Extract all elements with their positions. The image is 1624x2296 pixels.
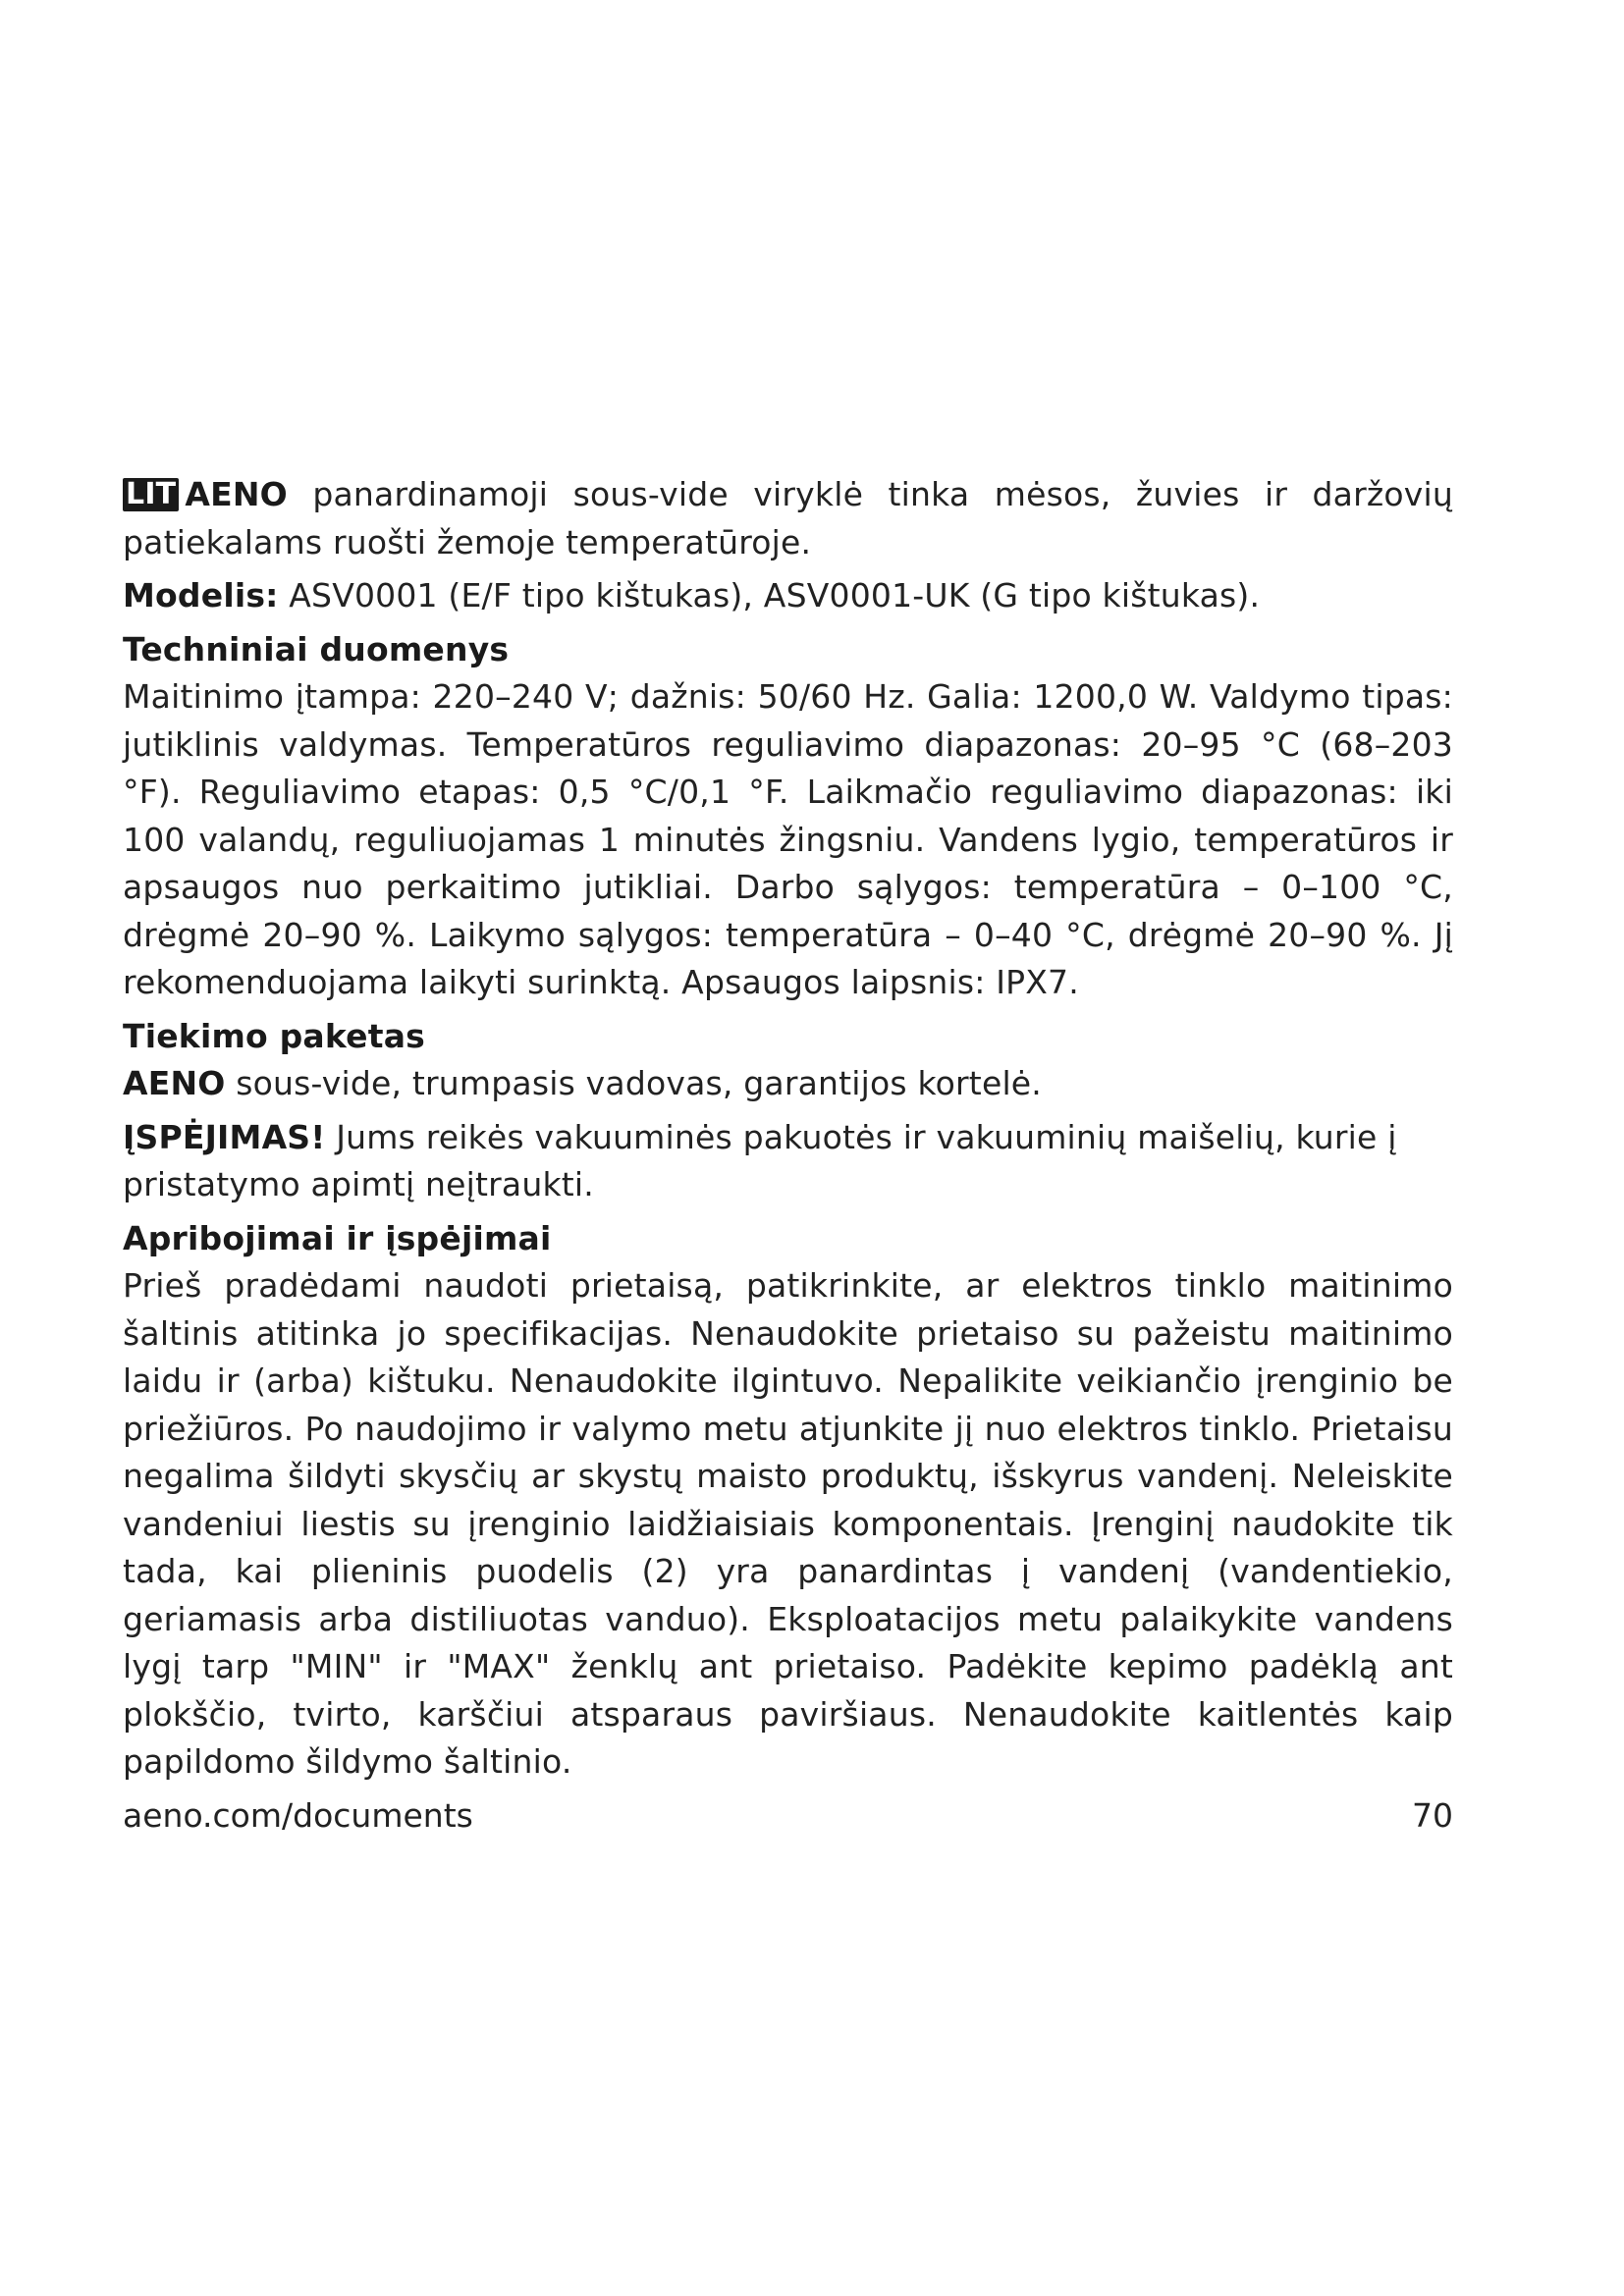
technical-heading: Techniniai duomenys: [123, 629, 510, 668]
technical-text: Maitinimo įtampa: 220–240 V; dažnis: 50/60 Hz. Galia: 1200,0 W. Valdymo tipas: jutiklinis valdymas. Temperatūros reguliavimo diapazonas: 20–95 °C (68–203 °F). Reguliavimo etapas: 0,5 °C/0,1 °F. Laikmačio reguliavimo diapazonas: iki 100 valandų, reguliuojamas 1 minutės žingsniu. Vandens lygio, temperatūros ir apsaugos nuo perkaitimo jutikliai. Darbo sąlygos: temperatūra – 0–100 °C, drėgmė 20–90 %. Laikymo sąlygos: temperatūra – 0–40 °C, drėgmė 20–90 %. Jį rekomenduojama laikyti surinktą. Apsaugos laipsnis: IPX7.: [123, 677, 1453, 1001]
model-paragraph: [123, 572, 1453, 620]
package-heading: Tiekimo paketas: [123, 1016, 426, 1055]
warning-label: ĮSPĖJIMAS!: [123, 1117, 326, 1156]
footer-url: aeno.com/documents: [123, 1796, 473, 1835]
language-badge: LIT: [123, 478, 179, 511]
intro-brand: AENO: [185, 475, 288, 513]
limitations-text: Prieš pradėdami naudoti prietaisą, patikrinkite, ar elektros tinklo maitinimo šaltinis atitinka jo specifikacijas. Nenaudokite prietaiso su pažeistu maitinimo laidu ir (arba) kištuku. Nenaudokite ilgintuvo. Nepalikite veikiančio įrenginio be priežiūros. Po naudojimo ir valymo metu atjunkite jį nuo elektros tinklo. Prietaisu negalima šildyti skysčių ar skystų maisto produktų, išskyrus vandenį. Neleiskite vandeniui liestis su įrenginio laidžiaisiais komponentais. Įrenginį naudokite tik tada, kai plieninis puodelis (2) yra panardintas į vandenį (vandentiekio, geriamasis arba distiliuotas vanduo). Eksploatacijos metu palaikykite vandens lygį tarp "MIN" ir "MAX" ženklų ant prietaiso. Padėkite kepimo padėklą ant plokščio, tvirto, karščiui atsparaus paviršiaus. Nenaudokite kaitlentės kaip papildomo šildymo šaltinio.: [123, 1266, 1453, 1781]
page-footer: [123, 1792, 1453, 1840]
page-number: 70: [1412, 1796, 1453, 1835]
model-label: Modelis:: [123, 576, 279, 614]
manual-content: [123, 471, 1453, 1792]
warning-text: Jums reikės vakuuminės pakuotės ir vakuuminių maišelių, kurie į pristatymo apimtį neįtraukti.: [123, 1117, 1397, 1203]
limitations-heading: Apribojimai ir įspėjimai: [123, 1218, 552, 1257]
package-paragraph: [123, 1060, 1453, 1108]
intro-text: panardinamoji sous-vide viryklė tinka mėsos, žuvies ir daržovių patiekalams ruošti žemoje temperatūroje.: [123, 475, 1453, 561]
package-text: sous-vide, trumpasis vadovas, garantijos kortelė.: [225, 1064, 1043, 1102]
model-text: ASV0001 (E/F tipo kištukas), ASV0001-UK (G tipo kištukas).: [278, 576, 1261, 614]
intro-paragraph: [123, 471, 1453, 566]
package-brand: AENO: [123, 1064, 226, 1102]
warning-paragraph: [123, 1114, 1409, 1209]
